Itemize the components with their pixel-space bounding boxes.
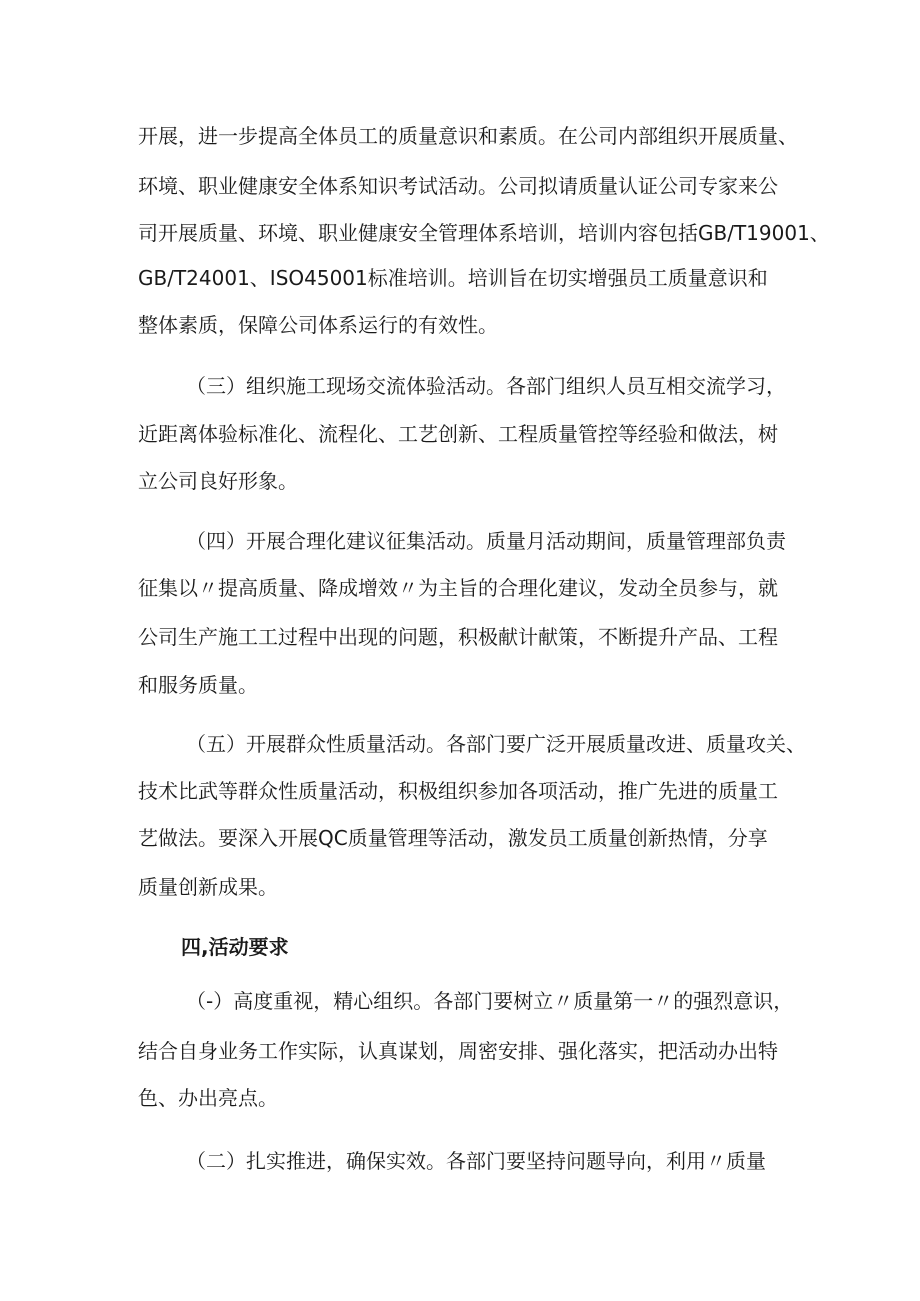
paragraph-line: 质量创新成果。: [138, 875, 278, 899]
paragraph-line: 色、办出亮点。: [138, 1086, 278, 1110]
paragraph-line: 和服务质量。: [138, 673, 258, 697]
paragraph-line: 近距离体验标准化、流程化、工艺创新、工程质量管控等经验和做法，树: [138, 422, 778, 446]
paragraph-line: 立公司良好形象。: [138, 469, 298, 493]
paragraph-line: 开展，进一步提高全体员工的质量意识和素质。在公司内部组织开展质量、: [138, 124, 798, 148]
paragraph-line: （-）高度重视，精心组织。各部门要树立〃质量第一〃的强烈意识，: [186, 989, 794, 1013]
paragraph-line: 司开展质量、环境、职业健康安全管理体系培训，培训内容包括GB/T19001、: [138, 221, 830, 245]
paragraph-line: GB/T24001、ISO45001标准培训。培训旨在切实增强员工质量意识和: [138, 266, 768, 290]
paragraph-line: 艺做法。要深入开展QC质量管理等活动，激发员工质量创新热情，分享: [138, 826, 768, 850]
paragraph-line: 征集以〃提高质量、降成增效〃为主旨的合理化建议，发动全员参与，就: [138, 576, 778, 600]
paragraph-line: 结合自身业务工作实际，认真谋划，周密安排、强化落实，把活动办出特: [138, 1039, 778, 1063]
paragraph-line: 公司生产施工工过程中出现的问题，积极献计献策，不断提升产品、工程: [138, 625, 778, 649]
paragraph-line: 技术比武等群众性质量活动，积极组织参加各项活动，推广先进的质量工: [138, 779, 778, 803]
paragraph-line: （三）组织施工现场交流体验活动。各部门组织人员互相交流学习，: [186, 374, 786, 398]
paragraph-line: （五）开展群众性质量活动。各部门要广泛开展质量改进、质量攻关、: [186, 732, 806, 756]
paragraph-line: 环境、职业健康安全体系知识考试活动。公司拟请质量认证公司专家来公: [138, 174, 778, 198]
section-heading: 四,活动要求: [181, 935, 289, 959]
paragraph-line: （四）开展合理化建议征集活动。质量月活动期间，质量管理部负责: [186, 529, 786, 553]
paragraph-line: 整体素质，保障公司体系运行的有效性。: [138, 313, 498, 337]
paragraph-line: （二）扎实推进，确保实效。各部门要坚持问题导向，利用〃质量: [186, 1149, 766, 1173]
